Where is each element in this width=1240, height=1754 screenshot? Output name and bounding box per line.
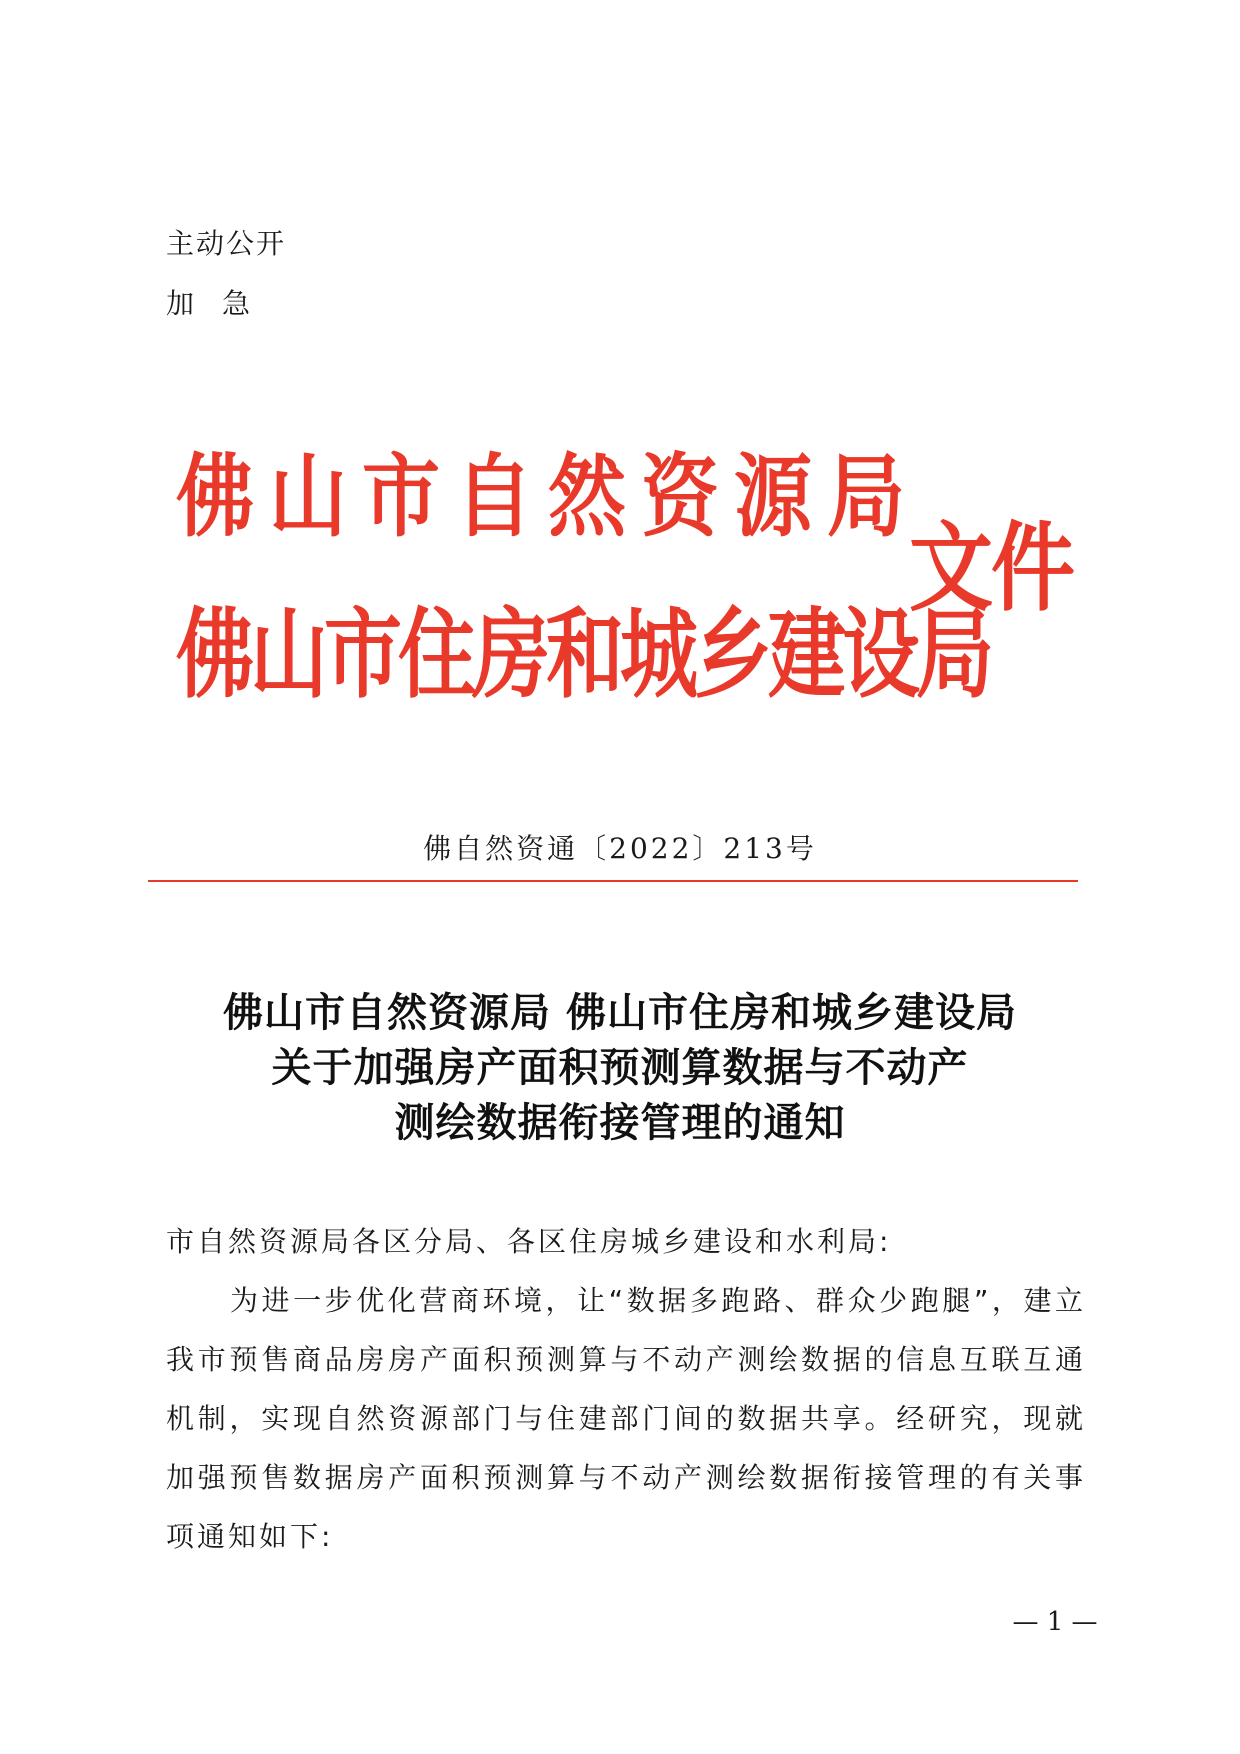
document-title (0, 985, 1240, 1150)
red-letterhead (176, 425, 1096, 712)
title-line-1: 佛山市自然资源局 佛山市住房和城乡建设局 (223, 989, 1017, 1036)
red-divider (148, 880, 1078, 882)
disclosure-label: 主动公开 (166, 227, 287, 260)
issuing-org-1: 佛山市自然资源局 (176, 444, 921, 550)
issuing-org-2: 佛山市住房和城乡建设局 (176, 598, 991, 712)
title-line-2: 关于加强房产面积预测算数据与不动产 (271, 1044, 969, 1091)
addressee: 市自然资源局各区分局、各区住房城乡建设和水利局: (166, 1225, 892, 1258)
document-number: 佛自然资通〔2022〕213号 (423, 832, 817, 865)
urgency-label: 加急 (166, 287, 279, 320)
page-number: — 1 — (1012, 1607, 1098, 1637)
letterhead-suffix: 文件 (909, 510, 1074, 625)
document-body (166, 1212, 1086, 1566)
body-paragraph: 为进一步优化营商环境，让“数据多跑路、群众少跑腿”，建立我市预售商品房房产面积预测算与不动产测绘数据的信息互联互通机制，实现自然资源部门与住建部门间的数据共享。经研究，现就加强预售数据房产面积预测算与不动产测绘数据衔接管理的有关事项通知如下: (166, 1284, 1086, 1553)
title-line-3: 测绘数据衔接管理的通知 (394, 1099, 846, 1146)
